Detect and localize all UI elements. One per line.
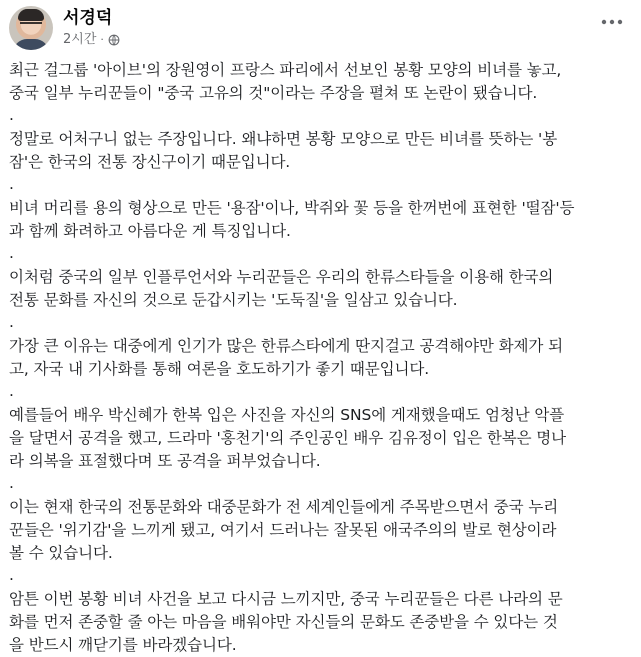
paragraph-separator-3: . — [9, 244, 14, 262]
globe-icon[interactable] — [108, 34, 120, 46]
paragraph-separator-2: . — [9, 175, 14, 193]
post-paragraph-5: 가장 큰 이유는 대중에게 인기가 많은 한류스타에게 딴지걸고 공격해야만 화제가 되 고, 자국 내 기사화를 통해 여론을 호도하기가 좋기 때문입니다. — [9, 337, 563, 378]
paragraph-separator-6: . — [9, 474, 14, 492]
post-meta — [63, 31, 120, 49]
post-paragraph-6: 예를들어 배우 박신혜가 한복 입은 사진을 자신의 SNS에 게재했을때도 엄청난 악플 을 달면서 공격을 했고, 드라마 '홍천기'의 주인공인 배우 김유정이 입은 한복은 명나 라 의복을 표절했다며 또 공격을 퍼부었습니다. — [9, 406, 567, 470]
post-header — [9, 6, 629, 54]
author-avatar[interactable] — [9, 6, 53, 50]
more-options-icon — [601, 19, 623, 25]
paragraph-separator-5: . — [9, 382, 14, 400]
avatar-shirt — [13, 39, 49, 50]
post-paragraph-1: 최근 걸그룹 '아이브'의 장원영이 프랑스 파리에서 선보인 봉황 모양의 비녀를 놓고, 중국 일부 누리꾼들이 "중국 고유의 것"이라는 주장을 펼쳐 또 논란이 됐습니다. — [9, 61, 562, 102]
post-paragraph-3: 비녀 머리를 용의 형상으로 만든 '용잠'이나, 박쥐와 꽃 등을 한꺼번에 표현한 '떨잠'등 과 함께 화려하고 아름다운 게 특징입니다. — [9, 199, 575, 240]
post-paragraph-2: 정말로 어처구니 없는 주장입니다. 왜냐하면 봉황 모양으로 만든 비녀를 뜻하는 '봉 잠'은 한국의 전통 장신구이기 때문입니다. — [9, 130, 558, 171]
more-options-button[interactable] — [595, 8, 629, 36]
meta-separator: · — [100, 33, 104, 46]
post-body — [9, 59, 635, 657]
post-timestamp[interactable]: 2시간 — [63, 32, 97, 47]
avatar-hair — [18, 9, 44, 21]
author-name[interactable]: 서경덕 — [63, 8, 113, 28]
paragraph-separator-1: . — [9, 106, 14, 124]
post-paragraph-4: 이처럼 중국의 일부 인플루언서와 누리꾼들은 우리의 한류스타들을 이용해 한국의 전통 문화를 자신의 것으로 둔갑시키는 '도둑질'을 일삼고 있습니다. — [9, 268, 554, 309]
paragraph-separator-7: . — [9, 566, 14, 584]
avatar-glasses — [20, 22, 42, 30]
paragraph-separator-4: . — [9, 313, 14, 331]
post-paragraph-7: 이는 현재 한국의 전통문화와 대중문화가 전 세계인들에게 주목받으면서 중국 누리 꾼들은 '위기감'을 느끼게 됐고, 여기서 드러나는 잘못된 애국주의의 발로 현상이라 볼 수 있습니다. — [9, 498, 559, 562]
post-paragraph-8: 암튼 이번 봉황 비녀 사건을 보고 다시금 느끼지만, 중국 누리꾼들은 다른 나라의 문 화를 먼저 존중할 줄 아는 마음을 배워야만 자신들의 문화도 존중받을 수 있다는 것 을 반드시 깨닫기를 바라겠습니다. — [9, 590, 563, 654]
